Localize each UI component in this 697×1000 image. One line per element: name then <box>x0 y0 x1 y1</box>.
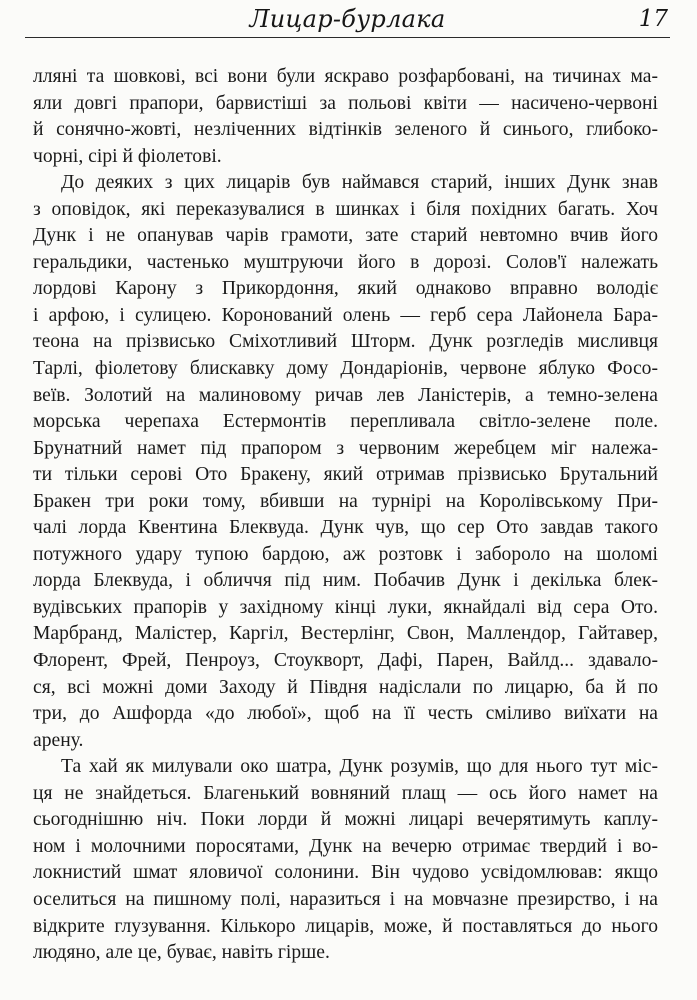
text-line: й сонячно-жовті, незліченних відтінків зеленого й синього, глибоко- <box>33 119 658 141</box>
text-line: сьогоднішню ніч. Поки лорди й можні лицарі вечерятимуть каплу- <box>33 809 658 831</box>
text-line: потужного удару тупою бардою, аж розтовк і заборолo на шоломі <box>33 543 658 565</box>
text-line: ця не знайдеться. Благенький вовняний плащ — ось його намет на <box>33 782 658 804</box>
text-line: і арфою, і сулицею. Коронований олень — герб сера Лайонела Бара- <box>33 304 658 326</box>
text-line: відкрите глузування. Кількоро лицарів, може, й поставляться до нього <box>33 915 658 937</box>
text-line: яли довгі прапори, барвистіші за польові квіти — насичено-червоні <box>33 92 658 114</box>
text-line: Тарлі, фіолетову блискавку дому Дондаріонів, червоне яблуко Фосо- <box>33 358 658 380</box>
text-line: Марбранд, Малістер, Каргіл, Вестерлінг, Свон, Маллендор, Гайтавер, <box>33 623 658 645</box>
paragraph <box>33 754 658 966</box>
paragraph <box>33 64 658 170</box>
text-line: лляні та шовкові, всі вони були яскраво розфарбовані, на тичинах ма- <box>33 66 658 87</box>
text-line: Та хай як милували око шатра, Дунк розумів, що для нього тут міс- <box>61 756 658 778</box>
text-line: Дунк і не опанував чарів грамоти, зате старий невтомно вчив його <box>33 225 658 247</box>
paragraph <box>33 170 658 754</box>
text-line: три, до Ашфорда «до любої», щоб на її честь сміливо виїхати на <box>33 703 658 725</box>
text-line: веїв. Золотий на малиновому ричав лев Ланістерів, а темно-зелена <box>33 384 658 406</box>
running-title: Лицар-бурлака <box>249 5 446 33</box>
text-line: лордові Карону з Прикордоння, який однаково вправно володіє <box>33 278 658 300</box>
running-header <box>25 4 670 40</box>
text-line: морська черепаха Естермонтів перепливала світло-зелене поле. <box>33 411 658 433</box>
text-line: До деяких з цих лицарів був наймався старий, інших Дунк знав <box>61 172 658 194</box>
text-line: Флорент, Фрей, Пенроуз, Стоукворт, Дафі, Парен, Вайлд... здавало- <box>33 650 658 672</box>
text-line: оселиться на пишному полі, наразиться і на мовчазне презирство, і на <box>33 888 658 910</box>
text-line: лорда Блеквуда, і обличчя під ним. Побачив Дунк і декілька блек- <box>33 570 658 592</box>
text-line: ти тільки серові Ото Бракену, який отримав прізвисько Брутальний <box>33 464 658 486</box>
text-line: локнистий шмат яловичої солонини. Він чудово усвідомлював: якщо <box>33 862 658 884</box>
header-rule <box>25 37 670 38</box>
text-line: теона на прізвисько Сміхотливий Шторм. Дунк розгледів мисливця <box>33 331 658 353</box>
text-line: вудівських прапорів у західному кінці луки, якнайдалі від сера Ото. <box>33 596 658 618</box>
text-line: геральдики, частенько муштруючи його в дорозі. Солов'ї належать <box>33 251 658 273</box>
text-line: чалі лорда Квентина Блеквуда. Дунк чув, що сер Ото завдав такого <box>33 517 658 539</box>
body-text <box>33 64 658 967</box>
text-line: Брунатний намет під прапором з червоним жеребцем міг належа- <box>33 437 658 459</box>
page-number: 17 <box>638 6 668 32</box>
text-line: з оповідок, які переказувалися в шинках і біля похідних багать. Хоч <box>33 198 658 220</box>
text-line: чорні, сірі й фіолетові. <box>33 145 222 167</box>
text-line: арену. <box>33 729 84 751</box>
text-line: людяно, але це, буває, навіть гірше. <box>33 942 330 964</box>
text-line: ся, всі можні доми Заходу й Півдня надіслали по лицарю, ба й по <box>33 676 658 698</box>
text-line: Бракен три роки тому, вбивши на турнірі на Королівському При- <box>33 490 658 512</box>
text-line: ном і молочними поросятами, Дунк на вечерю отримає твердий і во- <box>33 835 658 857</box>
